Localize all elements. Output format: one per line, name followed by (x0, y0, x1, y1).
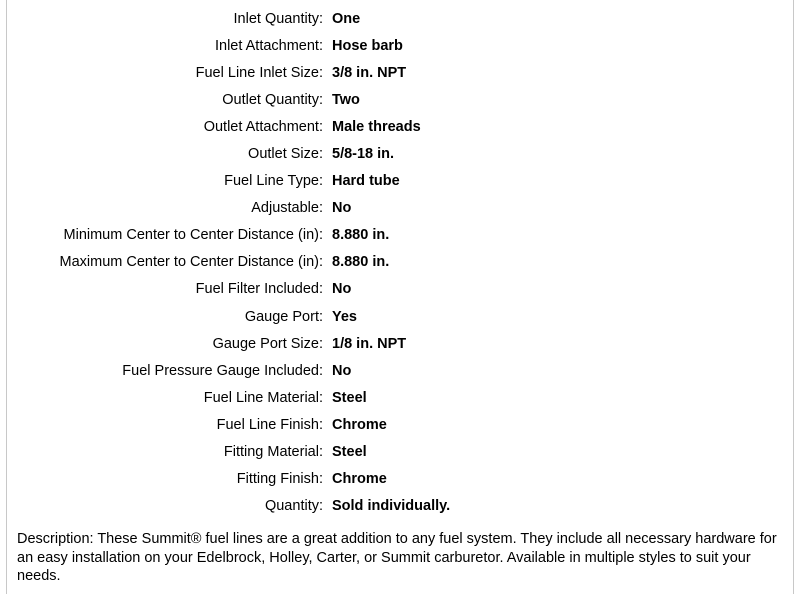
spec-row (0, 168, 800, 195)
spec-label: Outlet Size: (248, 146, 323, 163)
spec-row (0, 439, 800, 466)
spec-row (0, 384, 800, 411)
spec-row (0, 276, 800, 303)
spec-label: Maximum Center to Center Distance (in): (59, 254, 323, 271)
spec-value: 8.880 in. (332, 227, 390, 244)
spec-value: 3/8 in. NPT (332, 64, 407, 81)
spec-row (0, 303, 800, 330)
spec-row (0, 195, 800, 222)
spec-value: No (332, 362, 352, 379)
spec-label: Fuel Line Inlet Size: (195, 64, 323, 81)
spec-label: Fuel Line Type: (224, 173, 323, 190)
spec-value: 8.880 in. (332, 254, 390, 271)
spec-value: Steel (332, 444, 367, 461)
spec-value: Yes (332, 308, 357, 325)
spec-row (0, 86, 800, 113)
spec-label: Outlet Quantity: (222, 91, 323, 108)
spec-value: Chrome (332, 416, 387, 433)
spec-label: Quantity: (264, 498, 323, 515)
spec-value: Hose barb (332, 37, 403, 54)
spec-label: Adjustable: (251, 200, 323, 217)
spec-row (0, 249, 800, 276)
spec-value: Male threads (332, 118, 421, 135)
spec-value: 5/8-18 in. (332, 146, 395, 163)
spec-value: Chrome (332, 471, 387, 488)
spec-label: Gauge Port: (244, 308, 323, 325)
spec-value: No (332, 281, 352, 298)
spec-label: Fuel Filter Included: (195, 281, 323, 298)
spec-label: Fitting Finish: (236, 471, 323, 488)
product-description: Description: These Summit® fuel lines are a great addition to any fuel system. They include all necessary hardware for an easy installation on your Edelbrock, Holley, Carter, or Summit carburetor. Available in multiple styles to suit your needs. (17, 531, 777, 584)
spec-label: Inlet Attachment: (214, 37, 323, 54)
spec-row (0, 493, 800, 520)
spec-label: Outlet Attachment: (203, 118, 323, 135)
spec-table (0, 5, 800, 520)
spec-row (0, 59, 800, 86)
spec-row (0, 222, 800, 249)
spec-label: Fuel Line Material: (203, 389, 323, 406)
spec-label: Gauge Port Size: (212, 335, 323, 352)
spec-row (0, 466, 800, 493)
spec-row (0, 140, 800, 167)
spec-row (0, 32, 800, 59)
spec-label: Fuel Line Finish: (216, 416, 323, 433)
spec-label: Fitting Material: (223, 444, 323, 461)
spec-row (0, 5, 800, 32)
spec-value: Sold individually. (332, 498, 451, 515)
spec-value: 1/8 in. NPT (332, 335, 407, 352)
spec-value: Hard tube (332, 173, 400, 190)
spec-value: Two (332, 91, 360, 108)
spec-label: Fuel Pressure Gauge Included: (122, 362, 323, 379)
spec-row (0, 330, 800, 357)
spec-row (0, 113, 800, 140)
spec-row (0, 411, 800, 438)
spec-label: Inlet Quantity: (233, 10, 323, 27)
spec-value: One (332, 10, 361, 27)
spec-row (0, 357, 800, 384)
spec-label: Minimum Center to Center Distance (in): (63, 227, 323, 244)
spec-value: Steel (332, 389, 367, 406)
spec-value: No (332, 200, 352, 217)
